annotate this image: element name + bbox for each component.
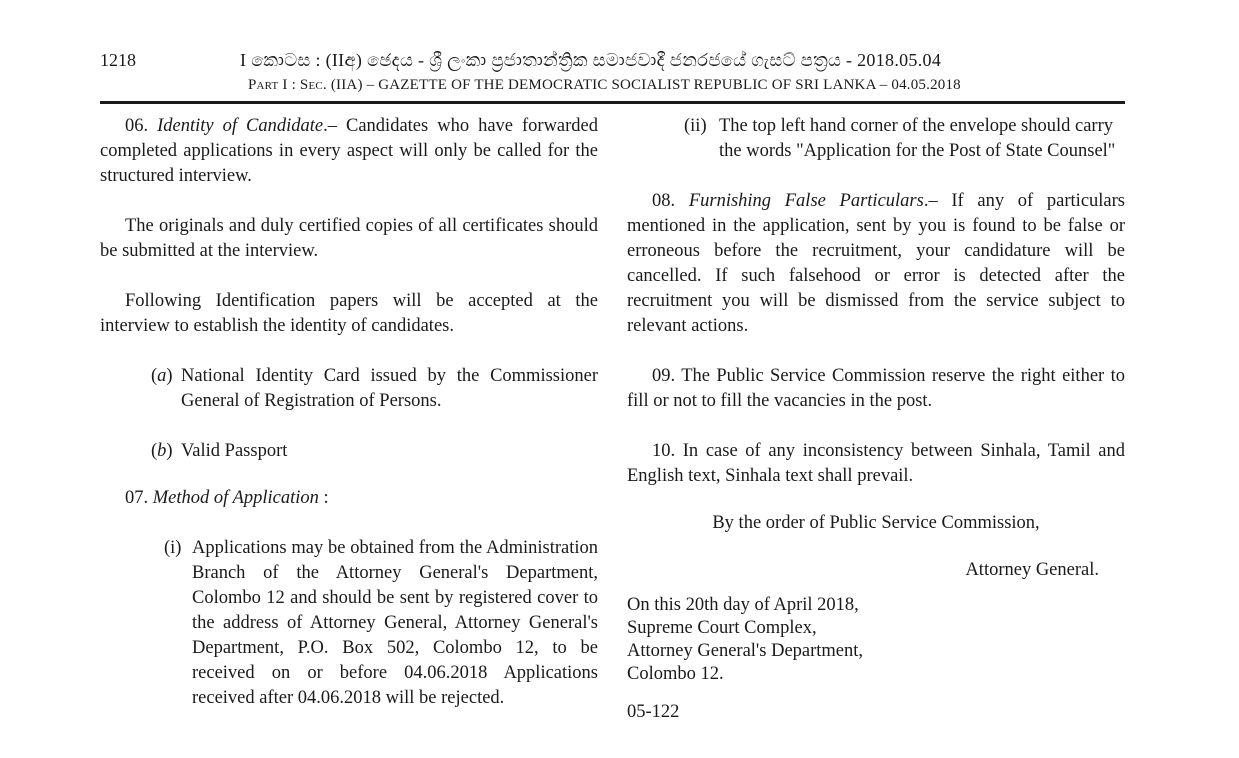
section-07 [100,486,598,511]
section-09: 09. The Public Service Commission reserve the right either to fill or not to fill the vacancies in the post. [627,366,1125,411]
paragraph-identification: Following Identification papers will be accepted at the interview to establish the identity of candidates. [100,291,598,336]
header-sinhala-title: I කොටස : (IIඅ) ඡෙදය - ශ්‍රී ලංකා ප්‍රජාතාන්ත්‍රික සමාජවාදී ජනරජයේ ගැසට් පත්‍රය - 2018.05.04 [240,50,942,70]
paragraph-originals: The originals and duly certified copies of all certificates should be submitted at the interview. [100,216,598,261]
list-item-b-text: Valid Passport [181,441,288,461]
section-08 [627,189,1125,339]
section-07-title: Method of Application [152,488,319,508]
section-06-number: 06. [125,116,158,136]
list-item-i-text: Applications may be obtained from the Administration Branch of the Attorney General's Department, Colombo 12 and should be sent by registered cover to the address of Attorney General, Attorney General's Department, P.O. Box 502, Colombo 12, to be received on or before 04.06.2018 Applications received after 04.06.2018 will be rejected. [192,538,598,708]
section-07-number: 07. [125,488,153,508]
list-item-a-text: National Identity Card issued by the Commissioner General of Registration of Persons. [181,366,598,411]
signatory: Attorney General. [965,560,1099,580]
date-line: On this 20th day of April 2018, [627,595,859,615]
section-06 [100,114,598,189]
section-08-title: Furnishing False Particulars [688,191,924,211]
order-line: By the order of Public Service Commission, [712,513,1040,533]
list-marker-i: (i) [164,538,182,558]
list-marker-ii: (ii) [684,116,707,136]
right-column [627,114,1125,725]
address-line-1: Supreme Court Complex, [627,618,817,638]
list-marker-b: (b) [151,441,173,461]
header-english-title [248,77,1068,94]
list-item-b [151,439,598,464]
header-separator: : [287,77,300,93]
list-item-i [164,536,598,711]
list-marker-a: (a) [151,366,173,386]
section-10: 10. In case of any inconsistency between Sinhala, Tamil and English text, Sinhala text shall prevail. [627,441,1125,486]
section-08-text: .– If any of particulars mentioned in the application, sent by you is found to be false or erroneous before the recruitment, your candidature will be cancelled. If such falsehood or error is detected after the recruitment you will be dismissed from the service subject to relevant actions. [627,191,1125,336]
header-gazette-name: (IIA) – GAZETTE OF THE DEMOCRATIC SOCIALIST REPUBLIC OF SRI LANKA – 04.05.2018 [326,77,961,93]
address-line-2: Attorney General's Department, [627,641,864,661]
section-07-colon: : [318,488,329,508]
header-part: Part I [248,77,288,93]
header-rule [100,101,1125,104]
list-item-ii-text: The top left hand corner of the envelope should carry the words "Application for the Post of State Counsel" [719,116,1116,161]
notice-reference: 05-122 [627,702,680,722]
section-08-number: 08. [652,191,689,211]
page-number: 1218 [100,50,136,70]
left-column [100,114,598,711]
address-line-3: Colombo 12. [627,664,724,684]
header-sec: Sec. [299,77,327,93]
list-item-ii [684,114,1125,164]
section-06-text: .– Candidates who have forwarded completed applications in every aspect will only be called for the structured interview. [100,116,599,186]
list-item-a [151,364,598,414]
section-06-title: Identity of Candidate [157,116,324,136]
